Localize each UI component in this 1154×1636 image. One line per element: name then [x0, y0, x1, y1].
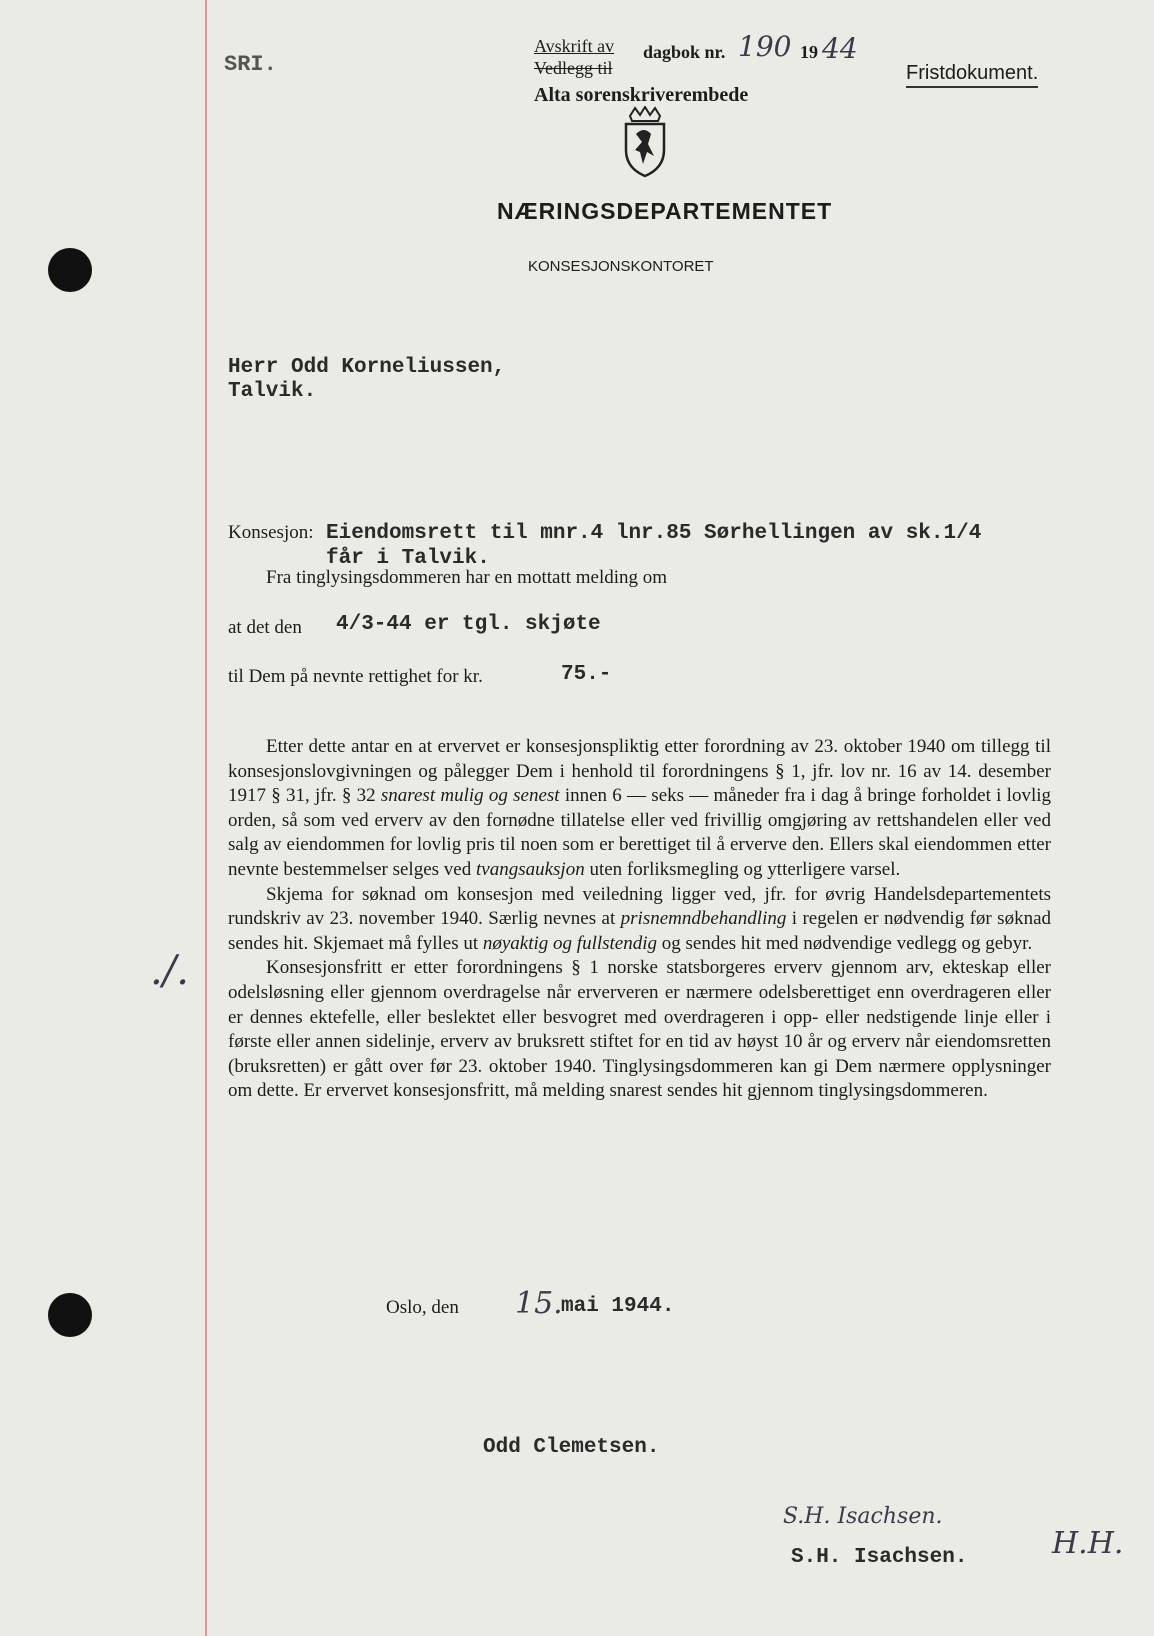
body-text	[228, 735, 1051, 1104]
office-name: Alta sorenskriverembede	[534, 84, 749, 106]
journal-label: dagbok nr.	[643, 42, 726, 62]
registry-mark: SRI.	[224, 52, 277, 77]
place-label: Oslo, den	[386, 1297, 459, 1318]
year-suffix: 44	[822, 32, 858, 65]
corner-initials: H.H.	[1052, 1526, 1124, 1561]
price-label: til Dem på nevnte rettighet for kr.	[228, 666, 483, 687]
concession-subject-line1: Eiendomsrett til mnr.4 lnr.85 Sørhellingen av sk.1/4	[326, 522, 982, 545]
paragraph-application: Skjema for søknad om konsesjon med veiledning ligger ved, jfr. for øvrig Handelsdepartementets rundskriv av 23. november 1940. Særlig nevnes at prisnemndbehandling i regelen er nødvendig før søknad sendes hit. Skjemaet må fylles ut nøyaktig og fullstendig og sendes hit med nødvendige vedlegg og gebyr.	[228, 883, 1051, 954]
paragraph-obligation: Etter dette antar en at ervervet er konsesjonspliktig etter forordning av 23. oktober 1940 om tillegg til konsesjonslovgivningen og pålegger Dem i henhold til forordningens § 1, jfr. lov nr. 16 av 14. desember 1917 § 31, jfr. § 32 snarest mulig og senest innen 6 — seks — måneder fra i dag å bringe forholdet i lovlig orden, så som ved erverv av den fornødne tillatelse eller ved frivillig omgjøring av rettshandelen eller ved salg av eiendommen for lovlig pris til noen som er berettiget til å erverve den. Ellers skal eiendommen etter nevnte bestemmelser selges ved tvangsauksjon uten forliksmegling og ytterligere varsel.	[228, 736, 1051, 880]
recipient-name: Herr Odd Korneliussen,	[228, 356, 506, 379]
concession-label: Konsesjon:	[228, 522, 314, 543]
punch-hole-upper	[48, 248, 92, 292]
date-month-year: mai 1944.	[561, 1295, 675, 1318]
handwritten-initials: S.H. Isachsen.	[783, 1504, 943, 1529]
attachment-label: Vedlegg til	[534, 58, 613, 78]
paragraph-exemptions: Konsesjonsfritt er etter forordningens § 1 norske statsborgeres erverv gjennom arv, ekteskap eller odelsløsning eller gjennom overdragelse når erververen er nærmere odelsberettiget enn overdrageren eller er dennes ektefelle, eller beslektet eller besvogret med overdrageren i opp- eller nedstigende linje eller i første eller annen sidelinje, erverv av bruksrett stiftet for en tid av høyst 10 år og erverv når eiendomsretten (bruksretten) er gått over før 23. oktober 1940. Tinglysingsdommeren kan gi Dem nærmere opplysninger om dette. Er ervervet konsesjonsfritt, må melding snarest sendes hit gjennom tinglysingsdommeren.	[228, 957, 1051, 1102]
document-type: Fristdokument.	[906, 62, 1038, 88]
margin-rule	[205, 0, 207, 1636]
year-prefix: 19	[800, 42, 818, 62]
punch-hole-lower	[48, 1293, 92, 1337]
journal-number: 190	[738, 30, 792, 63]
copy-label: Avskrift av	[534, 36, 615, 56]
price-value: 75.-	[561, 663, 612, 686]
ministry-name: NÆRINGSDEPARTEMENTET	[497, 198, 833, 224]
concession-subject-line2: får i Talvik.	[326, 547, 490, 570]
concession-intro: Fra tinglysingsdommeren har en mottatt melding om	[266, 567, 668, 588]
registration-date-value: 4/3-44 er tgl. skjøte	[336, 613, 601, 636]
registration-date-label: at det den	[228, 617, 302, 638]
coat-of-arms-icon	[618, 106, 672, 178]
department-name: KONSESJONSKONTORET	[528, 258, 714, 275]
signatory-name: Odd Clemetsen.	[483, 1436, 660, 1459]
date-day: 15.	[515, 1286, 563, 1321]
margin-mark: ./.	[150, 948, 189, 994]
recipient-place: Talvik.	[228, 380, 317, 403]
typed-initials: S.H. Isachsen.	[791, 1546, 968, 1569]
